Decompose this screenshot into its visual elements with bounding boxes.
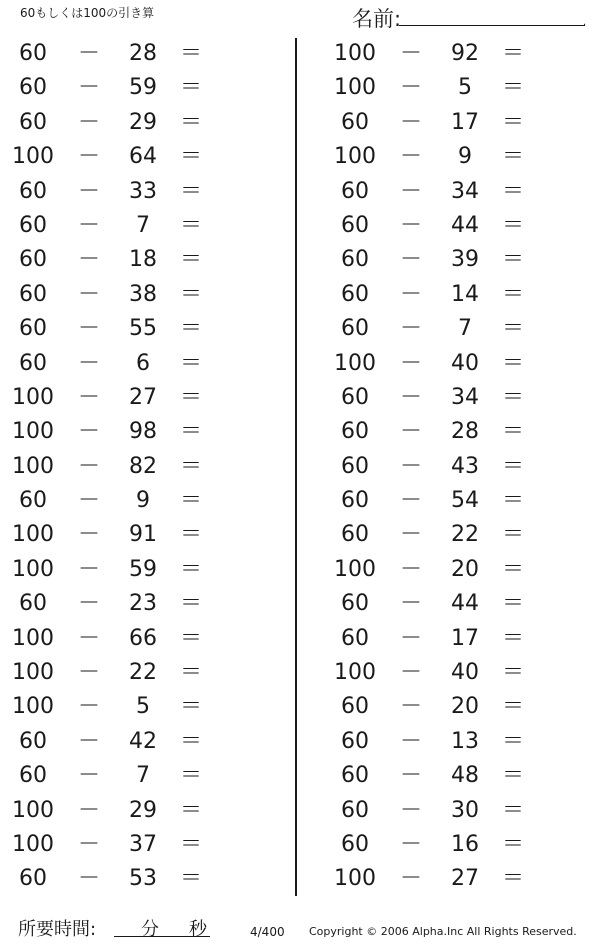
problem-row xyxy=(322,415,542,449)
minus-sign: － xyxy=(78,281,101,307)
equals-sign: ＝ xyxy=(502,316,525,342)
problem-row xyxy=(0,553,220,587)
minus-sign: － xyxy=(400,178,423,204)
minus-sign: － xyxy=(78,178,101,204)
minuend: 100 xyxy=(334,556,376,582)
minuend: 60 xyxy=(341,212,369,238)
equals-sign: ＝ xyxy=(502,144,525,170)
equals-sign: ＝ xyxy=(180,694,203,720)
equals-sign: ＝ xyxy=(180,522,203,548)
subtrahend: 7 xyxy=(136,212,150,238)
equals-sign: ＝ xyxy=(502,247,525,273)
minuend: 100 xyxy=(12,797,54,823)
problem-row xyxy=(0,71,220,105)
problem-row xyxy=(0,312,220,346)
subtrahend: 5 xyxy=(458,75,472,101)
equals-sign: ＝ xyxy=(502,453,525,479)
problem-row xyxy=(322,347,542,381)
minuend: 60 xyxy=(19,591,47,617)
problem-row xyxy=(322,312,542,346)
equals-sign: ＝ xyxy=(180,247,203,273)
problem-row xyxy=(322,622,542,656)
subtrahend: 33 xyxy=(129,178,157,204)
equals-sign: ＝ xyxy=(180,660,203,686)
problem-row xyxy=(322,828,542,862)
equals-sign: ＝ xyxy=(180,384,203,410)
minus-sign: － xyxy=(78,591,101,617)
equals-sign: ＝ xyxy=(180,281,203,307)
equals-sign: ＝ xyxy=(180,41,203,66)
minuend: 60 xyxy=(19,109,47,135)
minuend: 100 xyxy=(334,350,376,376)
minuend: 60 xyxy=(341,763,369,789)
name-line-dot: . xyxy=(583,17,587,28)
subtrahend: 27 xyxy=(129,384,157,410)
subtrahend: 28 xyxy=(129,41,157,66)
equals-sign: ＝ xyxy=(180,831,203,857)
minuend: 60 xyxy=(341,316,369,342)
minuend: 60 xyxy=(341,384,369,410)
subtrahend: 64 xyxy=(129,144,157,170)
minus-sign: － xyxy=(78,728,101,754)
subtrahend: 54 xyxy=(451,488,479,514)
problem-row xyxy=(322,656,542,690)
minuend: 100 xyxy=(334,41,376,66)
subtrahend: 42 xyxy=(129,728,157,754)
problem-row xyxy=(0,37,220,71)
equals-sign: ＝ xyxy=(502,419,525,445)
minuend: 60 xyxy=(19,212,47,238)
minus-sign: － xyxy=(78,488,101,514)
equals-sign: ＝ xyxy=(502,488,525,514)
problem-row xyxy=(322,140,542,174)
equals-sign: ＝ xyxy=(180,797,203,823)
problem-row xyxy=(0,759,220,793)
subtrahend: 55 xyxy=(129,316,157,342)
name-label: 名前: xyxy=(352,7,402,31)
minuend: 100 xyxy=(12,419,54,445)
minuend: 100 xyxy=(12,660,54,686)
minus-sign: － xyxy=(400,556,423,582)
problem-row xyxy=(322,794,542,828)
subtrahend: 40 xyxy=(451,660,479,686)
minus-sign: － xyxy=(400,41,423,66)
minus-sign: － xyxy=(400,866,423,892)
subtrahend: 43 xyxy=(451,453,479,479)
subtrahend: 66 xyxy=(129,625,157,651)
minuend: 60 xyxy=(19,316,47,342)
minus-sign: － xyxy=(400,694,423,720)
equals-sign: ＝ xyxy=(502,75,525,101)
equals-sign: ＝ xyxy=(180,212,203,238)
subtrahend: 9 xyxy=(458,144,472,170)
subtrahend: 82 xyxy=(129,453,157,479)
minus-sign: － xyxy=(400,109,423,135)
minus-sign: － xyxy=(78,522,101,548)
minuend: 100 xyxy=(12,384,54,410)
minus-sign: － xyxy=(78,350,101,376)
subtrahend: 17 xyxy=(451,109,479,135)
equals-sign: ＝ xyxy=(180,178,203,204)
problem-row xyxy=(0,140,220,174)
problem-row xyxy=(0,278,220,312)
minuend: 60 xyxy=(341,797,369,823)
problem-row xyxy=(322,725,542,759)
minuend: 60 xyxy=(341,247,369,273)
minus-sign: － xyxy=(400,281,423,307)
equals-sign: ＝ xyxy=(180,625,203,651)
equals-sign: ＝ xyxy=(502,625,525,651)
equals-sign: ＝ xyxy=(180,453,203,479)
equals-sign: ＝ xyxy=(502,350,525,376)
subtrahend: 59 xyxy=(129,75,157,101)
problem-row xyxy=(0,690,220,724)
minuend: 60 xyxy=(341,453,369,479)
problem-column-right xyxy=(322,37,542,897)
minus-sign: － xyxy=(400,591,423,617)
minus-sign: － xyxy=(400,144,423,170)
minus-sign: － xyxy=(400,522,423,548)
problem-row xyxy=(322,106,542,140)
subtrahend: 22 xyxy=(451,522,479,548)
minus-sign: － xyxy=(78,144,101,170)
subtrahend: 59 xyxy=(129,556,157,582)
equals-sign: ＝ xyxy=(180,109,203,135)
subtrahend: 20 xyxy=(451,694,479,720)
minus-sign: － xyxy=(400,728,423,754)
minuend: 100 xyxy=(12,556,54,582)
equals-sign: ＝ xyxy=(502,728,525,754)
minus-sign: － xyxy=(400,763,423,789)
minus-sign: － xyxy=(78,797,101,823)
minus-sign: － xyxy=(400,797,423,823)
equals-sign: ＝ xyxy=(180,144,203,170)
problem-row xyxy=(322,587,542,621)
equals-sign: ＝ xyxy=(502,556,525,582)
problem-row xyxy=(0,347,220,381)
problem-row xyxy=(0,106,220,140)
equals-sign: ＝ xyxy=(502,281,525,307)
problem-row xyxy=(0,243,220,277)
minuend: 100 xyxy=(334,866,376,892)
name-write-line[interactable] xyxy=(399,25,585,26)
minus-sign: － xyxy=(78,660,101,686)
subtrahend: 30 xyxy=(451,797,479,823)
minus-sign: － xyxy=(78,316,101,342)
minus-sign: － xyxy=(400,350,423,376)
equals-sign: ＝ xyxy=(502,212,525,238)
problem-row xyxy=(0,381,220,415)
subtrahend: 53 xyxy=(129,866,157,892)
problem-row xyxy=(322,484,542,518)
equals-sign: ＝ xyxy=(180,350,203,376)
problem-row xyxy=(0,828,220,862)
subtrahend: 7 xyxy=(136,763,150,789)
equals-sign: ＝ xyxy=(180,556,203,582)
minuend: 100 xyxy=(12,144,54,170)
seconds-unit: 秒 xyxy=(189,919,207,940)
subtrahend: 28 xyxy=(451,419,479,445)
minuend: 60 xyxy=(19,75,47,101)
subtrahend: 13 xyxy=(451,728,479,754)
subtrahend: 16 xyxy=(451,831,479,857)
minus-sign: － xyxy=(400,75,423,101)
equals-sign: ＝ xyxy=(502,660,525,686)
minuend: 60 xyxy=(341,522,369,548)
minuend: 60 xyxy=(341,591,369,617)
subtrahend: 29 xyxy=(129,109,157,135)
minuend: 60 xyxy=(341,419,369,445)
subtrahend: 7 xyxy=(458,316,472,342)
problem-row xyxy=(322,862,542,896)
subtrahend: 34 xyxy=(451,384,479,410)
minuend: 60 xyxy=(341,178,369,204)
problem-row xyxy=(0,862,220,896)
problem-row xyxy=(322,518,542,552)
problem-row xyxy=(0,587,220,621)
equals-sign: ＝ xyxy=(502,831,525,857)
minuend: 100 xyxy=(12,522,54,548)
minus-sign: － xyxy=(78,109,101,135)
subtrahend: 14 xyxy=(451,281,479,307)
subtrahend: 27 xyxy=(451,866,479,892)
minus-sign: － xyxy=(78,694,101,720)
page-number: 4/400 xyxy=(250,925,285,939)
minus-sign: － xyxy=(400,419,423,445)
problem-row xyxy=(322,553,542,587)
problem-row xyxy=(322,690,542,724)
minuend: 60 xyxy=(19,41,47,66)
minuend: 100 xyxy=(334,660,376,686)
problem-row xyxy=(322,71,542,105)
equals-sign: ＝ xyxy=(502,797,525,823)
minuend: 60 xyxy=(341,109,369,135)
equals-sign: ＝ xyxy=(502,109,525,135)
subtrahend: 44 xyxy=(451,212,479,238)
minuend: 100 xyxy=(12,625,54,651)
minutes-unit: 分 xyxy=(141,919,159,940)
subtrahend: 22 xyxy=(129,660,157,686)
problem-row xyxy=(322,759,542,793)
problem-row xyxy=(0,450,220,484)
equals-sign: ＝ xyxy=(502,522,525,548)
equals-sign: ＝ xyxy=(180,419,203,445)
equals-sign: ＝ xyxy=(502,384,525,410)
problem-row xyxy=(322,243,542,277)
problem-row xyxy=(322,381,542,415)
subtrahend: 92 xyxy=(451,41,479,66)
minuend: 100 xyxy=(334,75,376,101)
problem-column-left xyxy=(0,37,220,897)
minuend: 60 xyxy=(19,247,47,273)
equals-sign: ＝ xyxy=(502,41,525,66)
equals-sign: ＝ xyxy=(502,591,525,617)
subtrahend: 6 xyxy=(136,350,150,376)
equals-sign: ＝ xyxy=(180,75,203,101)
subtrahend: 9 xyxy=(136,488,150,514)
minus-sign: － xyxy=(78,212,101,238)
problem-row xyxy=(0,622,220,656)
minus-sign: － xyxy=(400,660,423,686)
minus-sign: － xyxy=(78,556,101,582)
problem-row xyxy=(322,37,542,71)
subtrahend: 48 xyxy=(451,763,479,789)
minuend: 60 xyxy=(19,866,47,892)
problem-row xyxy=(322,450,542,484)
minuend: 60 xyxy=(19,281,47,307)
worksheet-title: 60もしくは100の引き算 xyxy=(20,6,155,20)
minus-sign: － xyxy=(400,625,423,651)
time-label: 所要時間: xyxy=(18,919,97,940)
equals-sign: ＝ xyxy=(180,316,203,342)
minuend: 60 xyxy=(341,488,369,514)
equals-sign: ＝ xyxy=(180,866,203,892)
subtrahend: 18 xyxy=(129,247,157,273)
minus-sign: － xyxy=(400,831,423,857)
minuend: 60 xyxy=(19,178,47,204)
problem-row xyxy=(322,175,542,209)
minus-sign: － xyxy=(78,866,101,892)
minus-sign: － xyxy=(78,831,101,857)
minuend: 100 xyxy=(12,831,54,857)
minus-sign: － xyxy=(78,41,101,66)
equals-sign: ＝ xyxy=(180,728,203,754)
problem-row xyxy=(322,209,542,243)
minus-sign: － xyxy=(78,419,101,445)
equals-sign: ＝ xyxy=(180,488,203,514)
equals-sign: ＝ xyxy=(502,763,525,789)
column-divider xyxy=(295,38,297,896)
problem-row xyxy=(0,794,220,828)
equals-sign: ＝ xyxy=(502,694,525,720)
subtrahend: 40 xyxy=(451,350,479,376)
problem-row xyxy=(0,656,220,690)
minuend: 100 xyxy=(12,694,54,720)
minuend: 60 xyxy=(341,625,369,651)
minuend: 60 xyxy=(341,831,369,857)
subtrahend: 5 xyxy=(136,694,150,720)
minuend: 100 xyxy=(12,453,54,479)
minuend: 60 xyxy=(341,694,369,720)
subtrahend: 38 xyxy=(129,281,157,307)
problem-row xyxy=(0,518,220,552)
subtrahend: 34 xyxy=(451,178,479,204)
minus-sign: － xyxy=(78,453,101,479)
subtrahend: 39 xyxy=(451,247,479,273)
minuend: 60 xyxy=(341,728,369,754)
equals-sign: ＝ xyxy=(180,763,203,789)
footer xyxy=(0,912,600,942)
minuend: 100 xyxy=(334,144,376,170)
minuend: 60 xyxy=(19,488,47,514)
minus-sign: － xyxy=(400,316,423,342)
copyright-notice: Copyright © 2006 Alpha.Inc All Rights Reserved. xyxy=(309,925,577,938)
minus-sign: － xyxy=(78,763,101,789)
minuend: 60 xyxy=(341,281,369,307)
minus-sign: － xyxy=(78,75,101,101)
minus-sign: － xyxy=(78,247,101,273)
minuend: 60 xyxy=(19,763,47,789)
minus-sign: － xyxy=(400,247,423,273)
problem-row xyxy=(0,484,220,518)
minus-sign: － xyxy=(400,488,423,514)
subtrahend: 98 xyxy=(129,419,157,445)
minus-sign: － xyxy=(400,384,423,410)
problem-row xyxy=(0,209,220,243)
subtrahend: 17 xyxy=(451,625,479,651)
problem-row xyxy=(0,725,220,759)
minus-sign: － xyxy=(400,212,423,238)
minuend: 60 xyxy=(19,350,47,376)
subtrahend: 29 xyxy=(129,797,157,823)
subtrahend: 20 xyxy=(451,556,479,582)
problem-row xyxy=(322,278,542,312)
equals-sign: ＝ xyxy=(502,866,525,892)
minus-sign: － xyxy=(78,384,101,410)
problem-row xyxy=(0,415,220,449)
subtrahend: 23 xyxy=(129,591,157,617)
minuend: 60 xyxy=(19,728,47,754)
subtrahend: 37 xyxy=(129,831,157,857)
minus-sign: － xyxy=(78,625,101,651)
minus-sign: － xyxy=(400,453,423,479)
subtrahend: 91 xyxy=(129,522,157,548)
equals-sign: ＝ xyxy=(180,591,203,617)
problem-row xyxy=(0,175,220,209)
equals-sign: ＝ xyxy=(502,178,525,204)
subtrahend: 44 xyxy=(451,591,479,617)
